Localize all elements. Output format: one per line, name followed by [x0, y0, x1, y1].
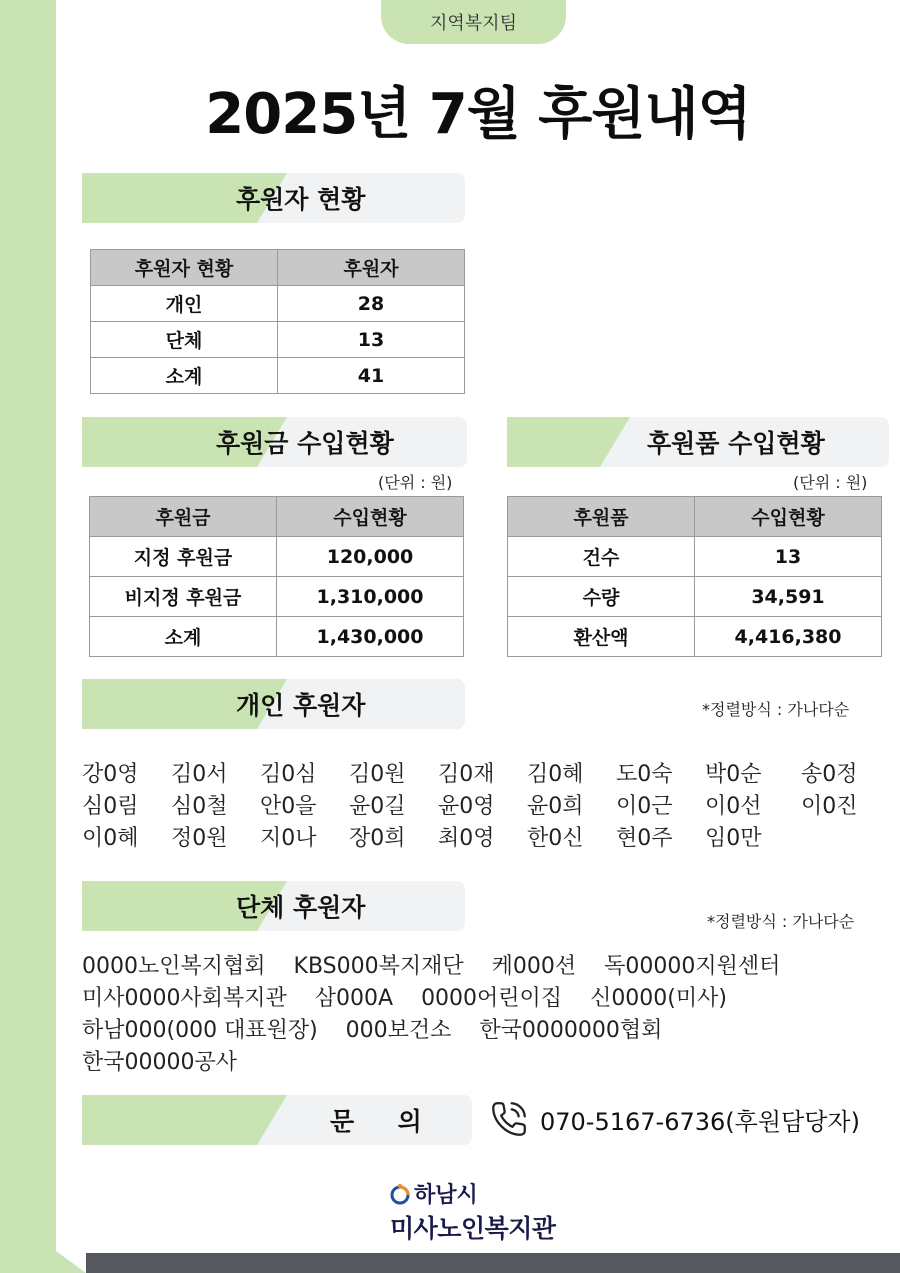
table-cell: 28 — [278, 286, 465, 322]
list-item: 송0정 — [801, 761, 858, 787]
table-cell: 단체 — [91, 322, 278, 358]
table-header: 수입현황 — [277, 497, 464, 537]
phone-number[interactable]: 070-5167-6736(후원담당자) — [540, 1107, 860, 1136]
list-item: 한국0000000협회 — [479, 1017, 663, 1043]
list-row — [82, 948, 882, 980]
table-header: 후원자 현황 — [91, 250, 278, 286]
list-item: 강0영 — [82, 761, 139, 787]
logo-city: 하남시 — [414, 1183, 478, 1208]
page-title: 2025년 7월 후원내역 — [205, 82, 751, 147]
table-row — [91, 286, 465, 322]
table-row — [91, 358, 465, 394]
list-item: 윤0희 — [527, 793, 584, 819]
donor-status-table — [90, 249, 465, 394]
list-item: 윤0길 — [349, 793, 406, 819]
list-item: 케000션 — [491, 953, 577, 979]
unit-label: (단위 : 원) — [793, 473, 868, 492]
list-item: 김0혜 — [527, 761, 584, 787]
list-item: 장0희 — [349, 825, 406, 851]
sort-note: *정렬방식 : 가나다순 — [702, 700, 850, 719]
list-item: 임0만 — [705, 825, 762, 851]
table-cell: 소계 — [91, 358, 278, 394]
table-row — [508, 537, 882, 577]
table-cell: 13 — [278, 322, 465, 358]
list-item: 정0원 — [171, 825, 228, 851]
table-cell: 1,310,000 — [277, 577, 464, 617]
list-item: 최0영 — [438, 825, 495, 851]
table-row — [91, 322, 465, 358]
city-emblem-icon — [390, 1183, 410, 1205]
list-item: 한국00000공사 — [82, 1049, 237, 1075]
table-header: 후원자 — [278, 250, 465, 286]
table-header: 후원품 — [508, 497, 695, 537]
list-item: 김0원 — [349, 761, 406, 787]
table-row — [508, 617, 882, 657]
list-item: 이0혜 — [82, 825, 139, 851]
individual-donor-list — [82, 756, 882, 852]
list-row — [82, 820, 882, 852]
table-cell: 13 — [695, 537, 882, 577]
table-row — [90, 537, 464, 577]
list-item: 신0000(미사) — [590, 985, 727, 1011]
table-header: 후원금 — [90, 497, 277, 537]
section-header-individual-donors — [82, 679, 465, 729]
table-header: 수입현황 — [695, 497, 882, 537]
list-row — [82, 788, 882, 820]
table-cell: 1,430,000 — [277, 617, 464, 657]
table-cell: 120,000 — [277, 537, 464, 577]
list-item: 이0선 — [705, 793, 762, 819]
section-header-group-donors — [82, 881, 465, 931]
phone-icon — [488, 1098, 530, 1140]
table-cell: 개인 — [91, 286, 278, 322]
bottom-decor-bar — [86, 1253, 900, 1273]
group-donor-list — [82, 948, 882, 1076]
table-cell: 수량 — [508, 577, 695, 617]
list-row — [82, 1012, 882, 1044]
section-header-donation-income — [82, 417, 467, 467]
list-item: 박0순 — [705, 761, 762, 787]
list-item: 0000노인복지협회 — [82, 953, 266, 979]
contact-info — [488, 1098, 860, 1140]
list-item: 김0심 — [260, 761, 317, 787]
list-row — [82, 1044, 882, 1076]
list-row — [82, 980, 882, 1012]
list-item: 심0림 — [82, 793, 139, 819]
unit-label: (단위 : 원) — [378, 473, 453, 492]
list-item: 김0서 — [171, 761, 228, 787]
table-cell: 환산액 — [508, 617, 695, 657]
section-header-inquiry — [82, 1095, 472, 1145]
section-title-inquiry: 문 의 — [330, 1107, 422, 1136]
section-title-individual-donors: 개인 후원자 — [236, 691, 366, 720]
organization-logo — [390, 1178, 630, 1245]
list-item: 한0신 — [527, 825, 584, 851]
table-cell: 비지정 후원금 — [90, 577, 277, 617]
list-item: KBS000복지재단 — [293, 953, 464, 979]
list-item: 000보건소 — [345, 1017, 452, 1043]
list-item: 하남000(000 대표원장) — [82, 1017, 318, 1043]
list-item: 지0나 — [260, 825, 317, 851]
list-item: 도0숙 — [616, 761, 673, 787]
list-item: 삼000A — [314, 985, 394, 1011]
table-row — [508, 577, 882, 617]
team-label: 지역복지팀 — [430, 13, 517, 34]
list-item: 심0철 — [171, 793, 228, 819]
table-cell: 41 — [278, 358, 465, 394]
list-item: 0000어린이집 — [421, 985, 563, 1011]
list-item: 독00000지원센터 — [604, 953, 781, 979]
section-header-goods-income — [507, 417, 889, 467]
table-cell: 지정 후원금 — [90, 537, 277, 577]
list-item: 윤0영 — [438, 793, 495, 819]
table-cell: 34,591 — [695, 577, 882, 617]
list-item: 현0주 — [616, 825, 673, 851]
logo-center-name: 미사노인복지관 — [390, 1214, 556, 1243]
list-row — [82, 756, 882, 788]
table-row — [90, 617, 464, 657]
section-title-donation-income: 후원금 수입현황 — [216, 429, 394, 458]
section-title-goods-income: 후원품 수입현황 — [647, 429, 825, 458]
table-row — [90, 577, 464, 617]
list-item: 미사0000사회복지관 — [82, 985, 287, 1011]
list-item: 김0재 — [438, 761, 495, 787]
list-item: 안0을 — [260, 793, 317, 819]
donation-income-table — [89, 496, 464, 657]
goods-income-table — [507, 496, 882, 657]
left-decor-bar — [0, 0, 56, 1273]
list-item: 이0근 — [616, 793, 673, 819]
sort-note: *정렬방식 : 가나다순 — [707, 912, 855, 931]
section-title-group-donors: 단체 후원자 — [236, 893, 366, 922]
table-cell: 4,416,380 — [695, 617, 882, 657]
table-cell: 소계 — [90, 617, 277, 657]
table-cell: 건수 — [508, 537, 695, 577]
list-item: 이0진 — [801, 793, 858, 819]
section-title-donor-status: 후원자 현황 — [236, 185, 366, 214]
team-tab — [381, 0, 566, 44]
left-decor-corner — [0, 1210, 86, 1273]
section-header-donor-status — [82, 173, 465, 223]
